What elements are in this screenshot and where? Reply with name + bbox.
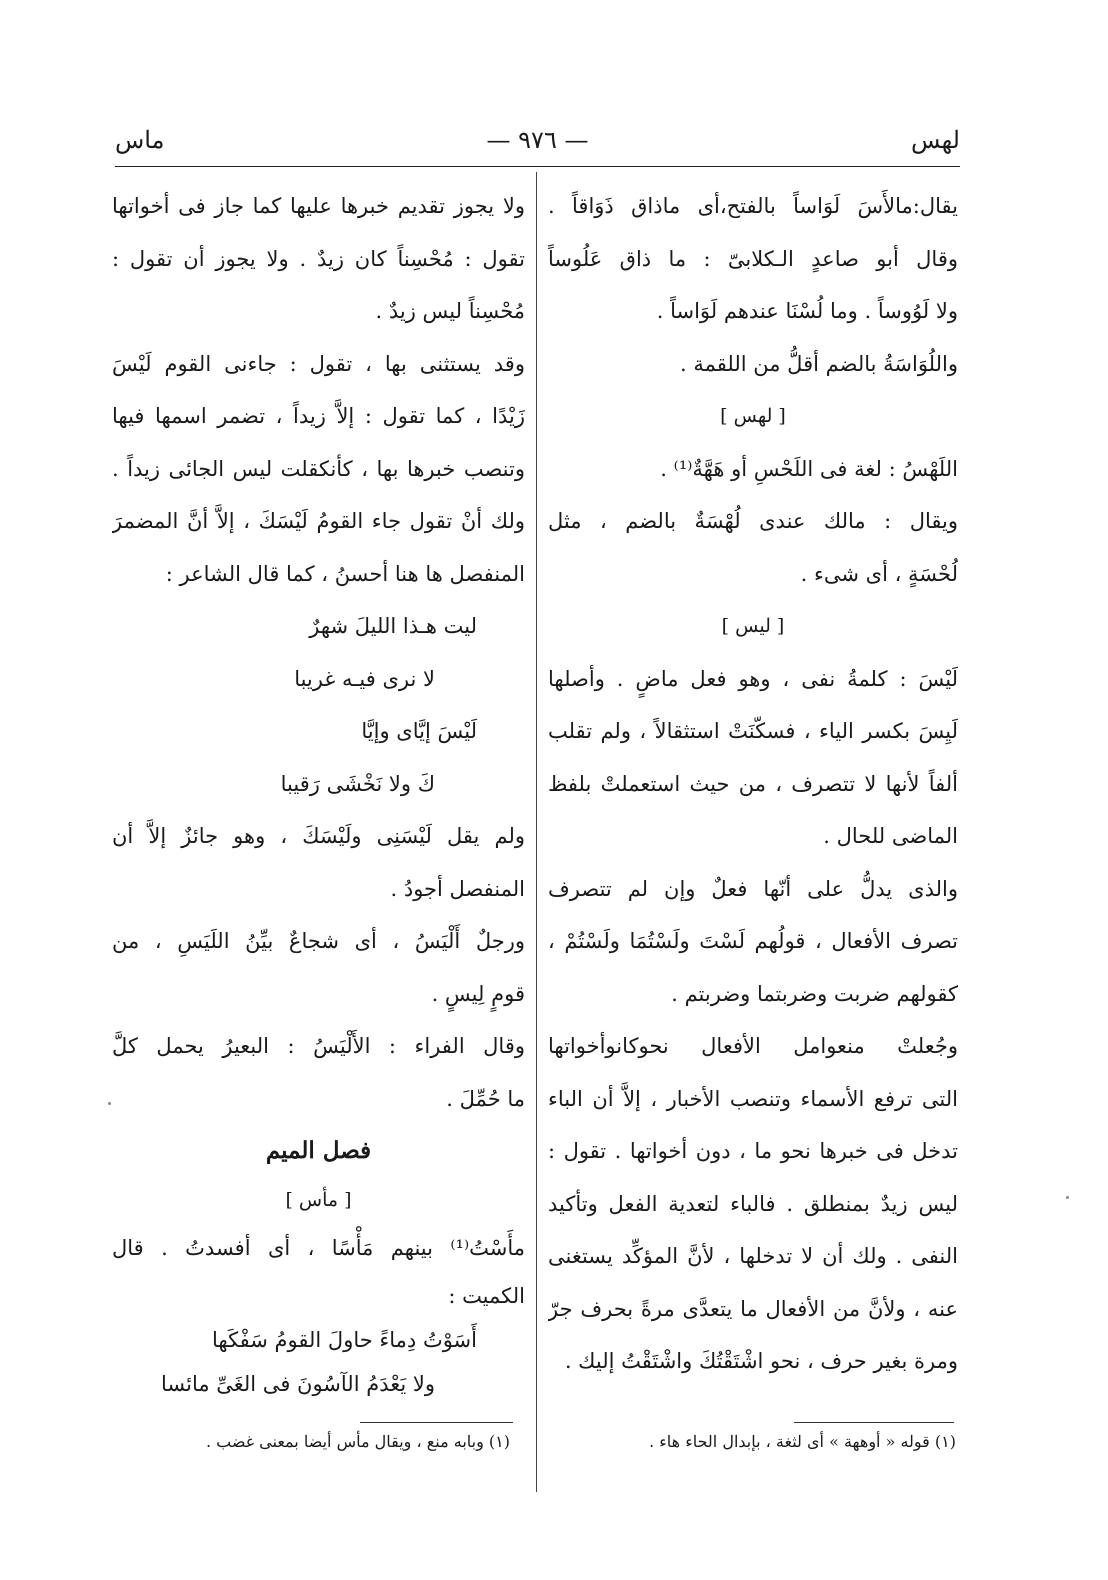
- text-line: لَيْسَ : كلمةُ نفى ، وهو فعل ماضٍ . وأصلها: [548, 666, 958, 691]
- text-line: التى ترفع الأسماء وتنصب الأخبار ، إلاَّ أن الباء: [548, 1086, 958, 1111]
- section-heading-mim: فصل الميم: [265, 1137, 372, 1164]
- text-line: ولك أنْ تقول جاء القومُ لَيْسَكَ ، إلاَّ أنَّ المضمرَ: [112, 509, 525, 533]
- text-line: النفى . ولك أن لا تدخلها ، لأنَّ المؤكِّد يستغنى: [548, 1244, 958, 1268]
- text-line: وتنصب خبرها بها ، كأنكقلت ليس الجائى زيداً .: [112, 456, 525, 481]
- verse-line: لا نرى فيـه غريبا: [294, 666, 435, 691]
- text-line: تقول : مُحْسِناً كان زيدٌ . ولا يجوز أن تقول :: [112, 246, 525, 271]
- verse-line: أَسَوْتُ دِماءً حاولَ القومُ سَفْكَها: [211, 1328, 477, 1352]
- text-line: ولا يجوز تقديم خبرها عليها كما جاز فى أخواتها: [112, 194, 525, 218]
- verse-line: ولا يَعْدَمُ الآسُونَ فى الغَىِّ مائسا: [160, 1372, 435, 1396]
- entry-heading-lahs: [ لهس ]: [720, 405, 786, 427]
- text-line: وقال أبو صاعدٍ الـكلابىّ : ما ذاق عَلُوساً: [548, 246, 958, 271]
- entry-heading-laysa: [ ليس ]: [721, 615, 785, 637]
- text-line: ولم يقل لَيْسَنِى ولَيْسَكَ ، وهو جائزٌ إلاَّ أن: [112, 824, 525, 848]
- text-line: لُحْسَةٍ ، أى شىء .: [800, 561, 958, 586]
- paper-speck: [108, 1102, 111, 1105]
- column-divider: [536, 172, 537, 1492]
- text-line: يقال:مالأَسَ لَوَاساً بالفتح،أى ماذاق ذَوَاقاً .: [548, 194, 958, 218]
- paper-speck: [1066, 1196, 1069, 1199]
- text-line: عنه ، ولأنَّ من الأفعال ما يتعدَّى مرةً بحرف جرّ: [548, 1296, 958, 1321]
- text-line: كقولهم ضربت وضربتما وضربتم .: [671, 981, 958, 1006]
- text-line: زَيْدًا ، كما تقول : إلاَّ زيداً ، تضمر اسمها فيها: [112, 404, 525, 428]
- text-line: اللَهْسُ : لغة فى اللَحْسِ أو هَهَّةٌ⁽¹⁾ .: [660, 456, 958, 481]
- left-column: [112, 180, 525, 1406]
- text-line: ويقال : مالك عندى لُهْسَةٌ بالضم ، مثل: [548, 509, 958, 533]
- text-line: الماضى للحال .: [823, 824, 958, 848]
- footnote-left: (١) وبابه منع ، ويقال مأس أيضا بمعنى غضب .: [205, 1432, 510, 1451]
- text-line: ولا لَوُوساً . وما لُسْنَا عندهم لَوَاساً .: [656, 299, 958, 323]
- text-line: مُحْسِناً ليس زيدٌ .: [375, 299, 525, 323]
- text-line: ورجلٌ أَلْيَسُ ، أى شجاعٌ بيِّنُ اللَيَسِ ، من: [112, 929, 525, 953]
- text-line: والذى يدلُّ على أنّها فعلٌ وإن لم تتصرف: [548, 876, 958, 901]
- text-line: ألفاً لأنها لا تتصرف ، من حيث استعملتْ بلفظ: [548, 771, 958, 796]
- text-line: ما حُمِّلَ .: [446, 1086, 525, 1111]
- footnote-rule-left: [360, 1422, 513, 1423]
- footnote-rule-right: [794, 1422, 954, 1423]
- text-line: المنفصل أجودُ .: [390, 876, 525, 901]
- header-left-catchword: ماس: [115, 126, 165, 154]
- right-column: [548, 180, 958, 1388]
- page-header: [115, 126, 960, 166]
- entry-heading-maas: [ مأس ]: [285, 1188, 352, 1211]
- text-line: وقد يستثنى بها ، تقول : جاءنى القوم لَيْسَ: [112, 351, 525, 376]
- text-line: مأَسْتُ⁽¹⁾ بينهم مَأْسًا ، أى أفسدتُ . قال: [112, 1235, 525, 1260]
- text-line: وجُعلتْ منعوامل الأفعال نحوكانوأخواتها: [548, 1034, 958, 1058]
- verse-line: لَيْسَ إيَّاى وإيَّا: [361, 719, 477, 743]
- text-line: تصرف الأفعال ، قولُهم لَسْتَ ولَسْتُمَا ولَسْتُمْ ،: [548, 929, 958, 953]
- verse-line: كَ ولا نَخْشَى رَقيبا: [280, 771, 435, 796]
- text-line: قومٍ لِيسٍ .: [431, 981, 525, 1006]
- footnote-right: (١) قوله « أوههة » أى لثغة ، بإبدال الحاء هاء .: [649, 1432, 956, 1451]
- page-number: — ٩٧٦ —: [486, 126, 589, 154]
- header-rule: [115, 166, 960, 167]
- verse-line: ليت هـذا الليلَ شهرٌ: [309, 614, 477, 638]
- text-line: ومرة بغير حرف ، نحو اشْتَقْتُكَ واشْتَقْتُ إليك .: [564, 1349, 958, 1373]
- text-line: واللُوَاسَةُ بالضم أقلُّ من اللقمة .: [680, 351, 958, 376]
- header-right-catchword: لهس: [911, 126, 960, 154]
- text-line: الكميت :: [448, 1284, 525, 1308]
- text-line: المنفصل ها هنا أحسنُ ، كما قال الشاعر :: [165, 561, 525, 586]
- text-line: ليس زيدٌ بمنطلق . فالباء لتعدية الفعل وتأكيد: [548, 1191, 958, 1216]
- text-line: لَيِسَ بكسر الياء ، فسكّنَتْ استثقالاً ، ولم تقلب: [548, 719, 958, 743]
- text-line: تدخل فى خبرها نحو ما ، دون أخواتها . تقول :: [548, 1139, 958, 1163]
- text-line: وقال الفراء : الأَلْيَسُ : البعيرُ يحمل كلَّ: [112, 1034, 525, 1058]
